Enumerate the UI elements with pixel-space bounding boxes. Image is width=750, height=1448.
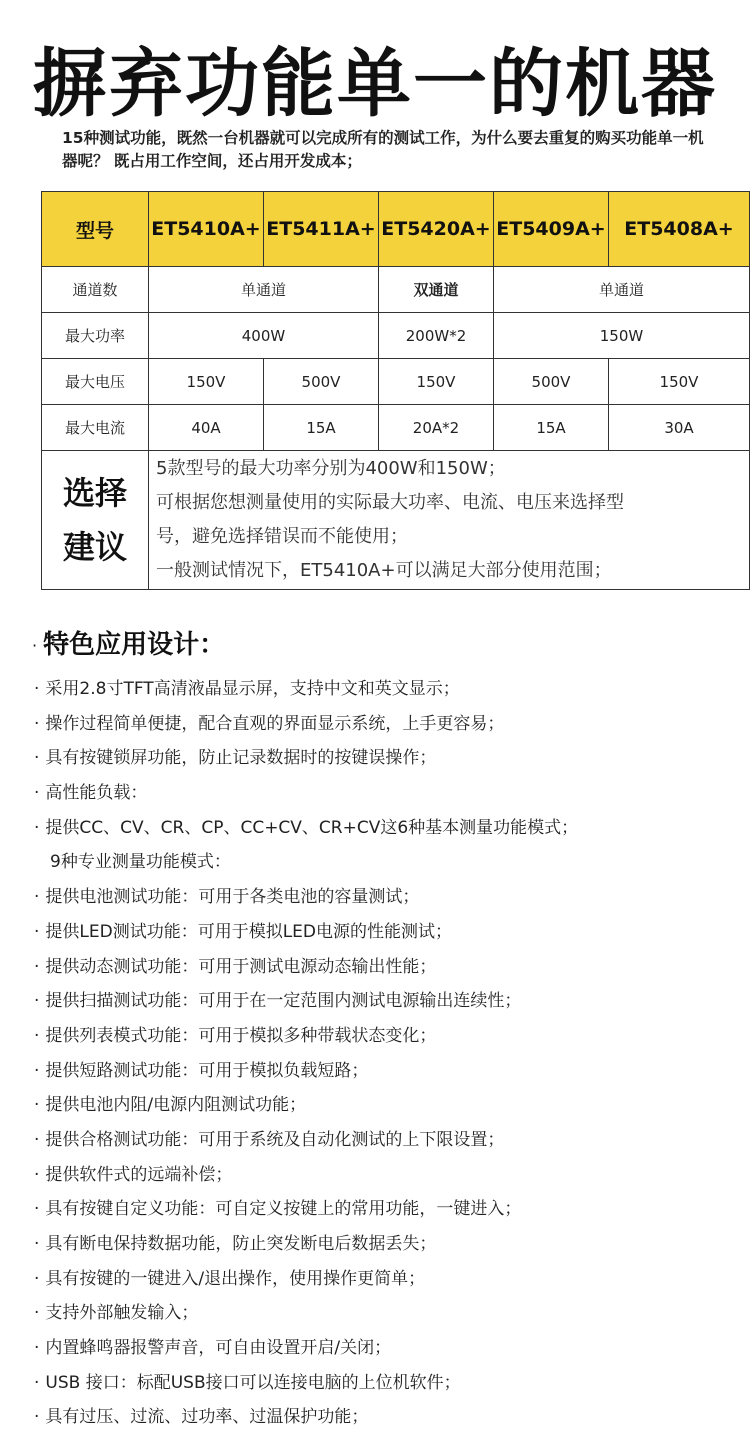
list-item-text: 提供短路测试功能：可用于模拟负载短路； <box>45 1060 369 1081</box>
table-cell: 500V <box>494 359 609 405</box>
list-item-text: 支持外部触发输入； <box>45 1303 199 1324</box>
bullet-dot: · <box>34 1164 40 1185</box>
list-item <box>34 1088 734 1123</box>
table-cell: 15A <box>264 405 379 451</box>
bullet-dot: · <box>34 1407 40 1428</box>
table-cell: 150V <box>149 359 264 405</box>
advice-title-line: 建议 <box>62 528 127 566</box>
row-label: 最大功率 <box>42 313 149 359</box>
list-item <box>34 1158 734 1193</box>
table-cell: 150V <box>609 359 750 405</box>
advice-line: 号，避免选择错误而不能使用； <box>156 526 408 547</box>
list-item <box>34 1400 734 1435</box>
advice-line: 可根据您想测量使用的实际最大功率、电流、电压来选择型 <box>156 492 624 513</box>
bullet-dot: · <box>34 748 40 769</box>
list-item <box>34 1123 734 1158</box>
header-cell-model: 型号 <box>42 192 149 267</box>
list-item-text: 具有按键自定义功能：可自定义按键上的常用功能，一键进入； <box>45 1199 522 1220</box>
header-cell-et5420a: ET5420A+ <box>379 192 494 267</box>
table-cell: 30A <box>609 405 750 451</box>
table-cell: 40A <box>149 405 264 451</box>
list-item-text: 具有按键锁屏功能，防止记录数据时的按键误操作； <box>45 748 437 769</box>
list-item <box>34 1262 734 1297</box>
table-row-max-current <box>42 405 750 451</box>
bullet-dot: · <box>34 991 40 1012</box>
row-label: 通道数 <box>42 267 149 313</box>
bullet-dot: · <box>34 1268 40 1289</box>
list-item-text: 采用2.8寸TFT高清液晶显示屏，支持中文和英文显示； <box>45 679 460 699</box>
table-cell: 单通道 <box>494 267 750 313</box>
list-item <box>34 707 734 742</box>
table-cell: 400W <box>149 313 379 359</box>
bullet-dot: · <box>34 1129 40 1150</box>
advice-line: 一般测试情况下，ET5410A+可以满足大部分使用范围； <box>156 560 612 581</box>
table-row-advice <box>42 451 750 590</box>
list-item-text: 具有按键的一键进入/退出操作，使用操作更简单； <box>45 1268 426 1289</box>
table-cell: 500V <box>264 359 379 405</box>
row-label: 最大电压 <box>42 359 149 405</box>
table-cell: 150V <box>379 359 494 405</box>
list-item <box>34 1331 734 1366</box>
list-item <box>34 845 734 880</box>
bullet-dot: · <box>32 636 38 655</box>
list-item-text: 提供电池测试功能：可用于各类电池的容量测试； <box>45 887 420 908</box>
list-item <box>34 1054 734 1089</box>
header-cell-et5408a: ET5408A+ <box>609 192 750 267</box>
table-cell: 单通道 <box>149 267 379 313</box>
advice-line: 5款型号的最大功率分别为400W和150W； <box>156 458 506 479</box>
table-cell: 150W <box>494 313 750 359</box>
bullet-dot: · <box>34 1338 40 1359</box>
table-row-max-voltage <box>42 359 750 405</box>
bullet-dot: · <box>34 817 40 838</box>
list-item-text: 具有过压、过流、过功率、过温保护功能； <box>45 1407 369 1428</box>
list-item <box>34 915 734 950</box>
list-item-text: 提供电池内阻/电源内阻测试功能； <box>45 1095 307 1116</box>
bullet-dot: · <box>34 921 40 942</box>
list-item <box>34 672 734 707</box>
advice-title-line: 选择 <box>62 474 127 512</box>
bullet-dot: · <box>34 1372 40 1393</box>
bullet-dot: · <box>34 1095 40 1116</box>
list-item <box>34 776 734 811</box>
table-cell: 20A*2 <box>379 405 494 451</box>
list-item-text: 提供扫描测试功能：可用于在一定范围内测试电源输出连续性； <box>45 991 522 1012</box>
intro-text: 15种测试功能，既然一台机器就可以完成所有的测试工作，为什么要去重复的购买功能单一机器呢？ 既占用工作空间，还占用开发成本； <box>62 129 704 170</box>
bullet-dot: · <box>34 1234 40 1254</box>
table-cell: 15A <box>494 405 609 451</box>
table-cell: 200W*2 <box>379 313 494 359</box>
bullet-dot: · <box>34 1060 40 1081</box>
bullet-dot: · <box>34 783 40 804</box>
list-item <box>34 1192 734 1227</box>
feature-list <box>34 672 734 1435</box>
list-item-text: 内置蜂鸣器报警声音，可自由设置开启/关闭； <box>45 1338 392 1359</box>
list-item-text: 提供动态测试功能：可用于测试电源动态输出性能； <box>45 956 437 977</box>
list-item-text: 高性能负载： <box>45 783 148 804</box>
section-title-text: 特色应用设计： <box>43 630 226 660</box>
list-item <box>34 1366 734 1401</box>
bullet-dot: · <box>34 887 40 908</box>
bullet-dot: · <box>34 1199 40 1220</box>
list-item-text: 具有断电保持数据功能，防止突发断电后数据丢失； <box>45 1234 437 1254</box>
header-cell-et5410a: ET5410A+ <box>149 192 264 267</box>
list-item <box>34 1227 734 1262</box>
bullet-dot: · <box>34 679 40 699</box>
bullet-dot: · <box>34 1025 40 1046</box>
page-title: 摒弃功能单一的机器 <box>33 41 717 127</box>
advice-text <box>149 451 750 590</box>
list-item-text: 提供LED测试功能：可用于模拟LED电源的性能测试； <box>45 921 453 942</box>
list-item <box>34 880 734 915</box>
section-title <box>32 624 225 661</box>
list-item-text: 提供列表模式功能：可用于模拟多种带载状态变化； <box>45 1025 437 1046</box>
list-item <box>34 811 734 846</box>
list-item-text: 操作过程简单便捷，配合直观的界面显示系统，上手更容易； <box>45 713 505 734</box>
bullet-dot: · <box>34 713 40 734</box>
list-item <box>34 950 734 985</box>
bullet-dot: · <box>34 1303 40 1324</box>
list-item-text: 提供合格测试功能：可用于系统及自动化测试的上下限设置； <box>45 1129 505 1150</box>
advice-title <box>42 451 149 590</box>
list-item-text: 提供CC、CV、CR、CP、CC+CV、CR+CV这6种基本测量功能模式； <box>45 817 579 838</box>
list-item-text: 9种专业测量功能模式： <box>50 852 231 873</box>
model-spec-table <box>41 191 750 590</box>
table-row-channels <box>42 267 750 313</box>
list-item <box>34 1296 734 1331</box>
list-item <box>34 984 734 1019</box>
table-header-row <box>42 192 750 267</box>
row-label: 最大电流 <box>42 405 149 451</box>
header-cell-et5409a: ET5409A+ <box>494 192 609 267</box>
bullet-dot: · <box>34 956 40 977</box>
list-item-text: USB 接口：标配USB接口可以连接电脑的上位机软件； <box>45 1372 461 1393</box>
table-row-max-power <box>42 313 750 359</box>
list-item <box>34 1019 734 1054</box>
table-cell: 双通道 <box>379 267 494 313</box>
list-item-text: 提供软件式的远端补偿； <box>45 1164 233 1185</box>
list-item <box>34 741 734 776</box>
header-cell-et5411a: ET5411A+ <box>264 192 379 267</box>
